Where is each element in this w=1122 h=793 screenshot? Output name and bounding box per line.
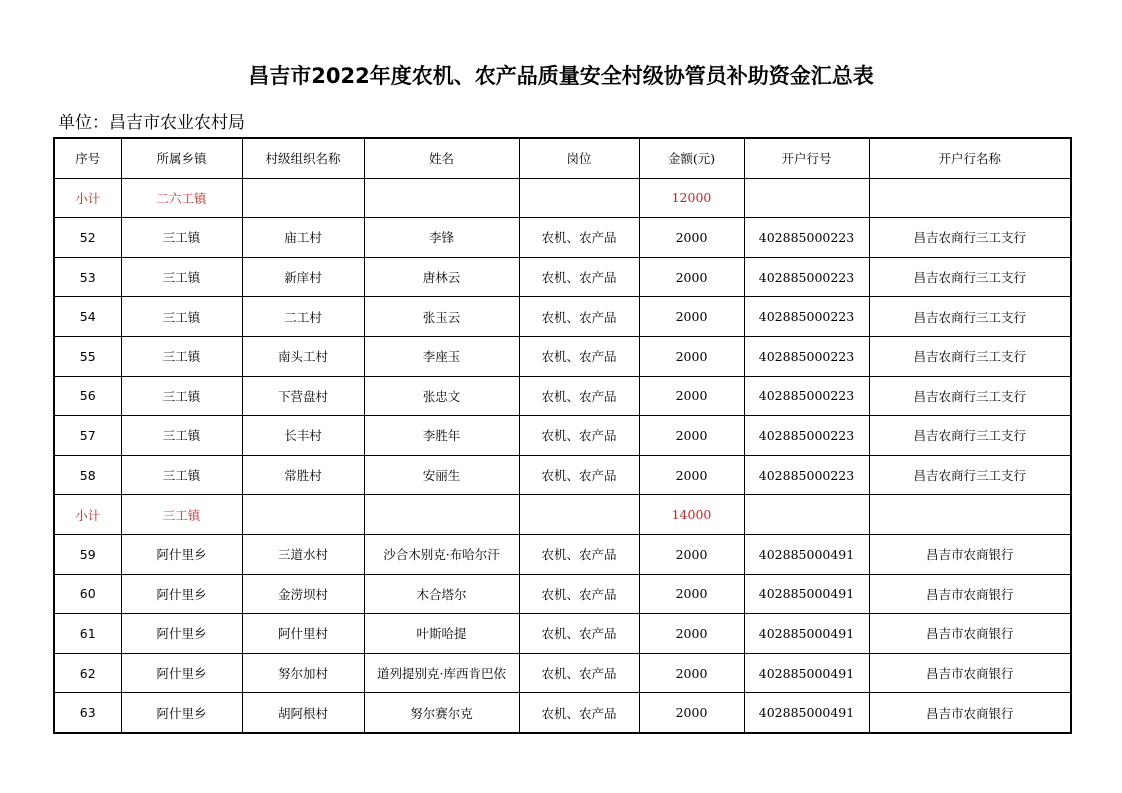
cell-seq: 56 xyxy=(54,376,121,416)
cell-bank-code: 402885000223 xyxy=(744,297,869,337)
cell-bank-code: 402885000223 xyxy=(744,218,869,258)
cell-name: 道列提别克·库西肯巴依 xyxy=(364,653,519,693)
cell-name: 张忠文 xyxy=(364,376,519,416)
cell-name: 李胜年 xyxy=(364,416,519,456)
cell-bank-name: 昌吉农商行三工支行 xyxy=(869,336,1071,376)
cell-amount: 2000 xyxy=(639,534,744,574)
cell-position: 农机、农产品 xyxy=(519,693,639,733)
cell-position: 农机、农产品 xyxy=(519,336,639,376)
cell-township: 阿什里乡 xyxy=(121,693,242,733)
cell-seq: 小计 xyxy=(54,495,121,535)
cell-bank-code: 402885000223 xyxy=(744,455,869,495)
cell-amount: 2000 xyxy=(639,336,744,376)
cell-village xyxy=(242,178,364,218)
cell-village: 庙工村 xyxy=(242,218,364,258)
cell-amount: 12000 xyxy=(639,178,744,218)
table-row xyxy=(54,336,1071,376)
cell-village: 金涝坝村 xyxy=(242,574,364,614)
subtotal-row xyxy=(54,495,1071,535)
cell-bank-code xyxy=(744,495,869,535)
cell-seq: 58 xyxy=(54,455,121,495)
cell-bank-code: 402885000223 xyxy=(744,257,869,297)
cell-name: 沙合木别克·布哈尔汗 xyxy=(364,534,519,574)
cell-amount: 2000 xyxy=(639,614,744,654)
cell-position: 农机、农产品 xyxy=(519,376,639,416)
cell-seq: 53 xyxy=(54,257,121,297)
subtotal-row xyxy=(54,178,1071,218)
cell-seq: 55 xyxy=(54,336,121,376)
cell-village: 胡阿根村 xyxy=(242,693,364,733)
cell-amount: 14000 xyxy=(639,495,744,535)
cell-bank-name: 昌吉农商行三工支行 xyxy=(869,218,1071,258)
cell-village: 三道水村 xyxy=(242,534,364,574)
header-bank-name: 开户行名称 xyxy=(869,138,1071,178)
cell-name: 李锋 xyxy=(364,218,519,258)
cell-bank-name xyxy=(869,178,1071,218)
cell-township: 三工镇 xyxy=(121,495,242,535)
cell-bank-name: 昌吉市农商银行 xyxy=(869,534,1071,574)
table-row xyxy=(54,257,1071,297)
cell-township: 阿什里乡 xyxy=(121,574,242,614)
table-row xyxy=(54,455,1071,495)
cell-village: 常胜村 xyxy=(242,455,364,495)
subsidy-table xyxy=(53,137,1072,734)
cell-seq: 63 xyxy=(54,693,121,733)
cell-village: 下营盘村 xyxy=(242,376,364,416)
cell-bank-name: 昌吉市农商银行 xyxy=(869,693,1071,733)
cell-bank-code: 402885000491 xyxy=(744,693,869,733)
cell-amount: 2000 xyxy=(639,297,744,337)
table-header-row xyxy=(54,138,1071,178)
cell-position: 农机、农产品 xyxy=(519,297,639,337)
cell-township: 三工镇 xyxy=(121,218,242,258)
cell-township: 三工镇 xyxy=(121,257,242,297)
cell-name: 安丽生 xyxy=(364,455,519,495)
unit-label: 单位：昌吉市农业农村局 xyxy=(58,113,245,133)
cell-bank-name: 昌吉农商行三工支行 xyxy=(869,416,1071,456)
cell-bank-code: 402885000223 xyxy=(744,416,869,456)
cell-seq: 54 xyxy=(54,297,121,337)
cell-seq: 60 xyxy=(54,574,121,614)
cell-position: 农机、农产品 xyxy=(519,455,639,495)
cell-amount: 2000 xyxy=(639,218,744,258)
cell-bank-code: 402885000223 xyxy=(744,376,869,416)
cell-village: 努尔加村 xyxy=(242,653,364,693)
cell-village xyxy=(242,495,364,535)
cell-bank-name: 昌吉农商行三工支行 xyxy=(869,297,1071,337)
cell-seq: 52 xyxy=(54,218,121,258)
cell-seq: 62 xyxy=(54,653,121,693)
table-body xyxy=(54,178,1071,733)
cell-bank-name xyxy=(869,495,1071,535)
cell-name: 张玉云 xyxy=(364,297,519,337)
cell-amount: 2000 xyxy=(639,455,744,495)
cell-bank-code: 402885000491 xyxy=(744,653,869,693)
cell-village: 阿什里村 xyxy=(242,614,364,654)
header-position: 岗位 xyxy=(519,138,639,178)
cell-position xyxy=(519,178,639,218)
cell-position: 农机、农产品 xyxy=(519,257,639,297)
cell-seq: 61 xyxy=(54,614,121,654)
table-row xyxy=(54,297,1071,337)
cell-village: 二工村 xyxy=(242,297,364,337)
cell-seq: 57 xyxy=(54,416,121,456)
header-seq: 序号 xyxy=(54,138,121,178)
cell-amount: 2000 xyxy=(639,376,744,416)
table-row xyxy=(54,614,1071,654)
cell-name: 叶斯哈提 xyxy=(364,614,519,654)
cell-township: 三工镇 xyxy=(121,376,242,416)
cell-name: 唐林云 xyxy=(364,257,519,297)
cell-position: 农机、农产品 xyxy=(519,574,639,614)
cell-bank-name: 昌吉市农商银行 xyxy=(869,653,1071,693)
cell-village: 新庠村 xyxy=(242,257,364,297)
cell-seq: 59 xyxy=(54,534,121,574)
cell-township: 阿什里乡 xyxy=(121,653,242,693)
cell-bank-code: 402885000491 xyxy=(744,574,869,614)
table-row xyxy=(54,218,1071,258)
table-row xyxy=(54,416,1071,456)
table-row xyxy=(54,693,1071,733)
cell-township: 三工镇 xyxy=(121,455,242,495)
cell-position: 农机、农产品 xyxy=(519,614,639,654)
cell-bank-name: 昌吉市农商银行 xyxy=(869,574,1071,614)
cell-position: 农机、农产品 xyxy=(519,534,639,574)
cell-amount: 2000 xyxy=(639,653,744,693)
table-row xyxy=(54,574,1071,614)
cell-position: 农机、农产品 xyxy=(519,218,639,258)
cell-seq: 小计 xyxy=(54,178,121,218)
cell-township: 阿什里乡 xyxy=(121,534,242,574)
cell-name: 努尔赛尔克 xyxy=(364,693,519,733)
cell-bank-code: 402885000491 xyxy=(744,614,869,654)
cell-bank-code: 402885000223 xyxy=(744,336,869,376)
cell-amount: 2000 xyxy=(639,574,744,614)
header-bank-code: 开户行号 xyxy=(744,138,869,178)
cell-amount: 2000 xyxy=(639,257,744,297)
cell-position: 农机、农产品 xyxy=(519,653,639,693)
cell-township: 阿什里乡 xyxy=(121,614,242,654)
table-row xyxy=(54,534,1071,574)
cell-name xyxy=(364,178,519,218)
cell-position xyxy=(519,495,639,535)
cell-bank-name: 昌吉农商行三工支行 xyxy=(869,376,1071,416)
cell-name: 李座玉 xyxy=(364,336,519,376)
cell-township: 三工镇 xyxy=(121,336,242,376)
cell-bank-code xyxy=(744,178,869,218)
document-title: 昌吉市2022年度农机、农产品质量安全村级协管员补助资金汇总表 xyxy=(248,64,874,88)
cell-amount: 2000 xyxy=(639,416,744,456)
cell-township: 三工镇 xyxy=(121,297,242,337)
cell-village: 长丰村 xyxy=(242,416,364,456)
header-township: 所属乡镇 xyxy=(121,138,242,178)
cell-amount: 2000 xyxy=(639,693,744,733)
cell-township: 二六工镇 xyxy=(121,178,242,218)
cell-position: 农机、农产品 xyxy=(519,416,639,456)
header-name: 姓名 xyxy=(364,138,519,178)
table-row xyxy=(54,653,1071,693)
header-amount: 金额(元) xyxy=(639,138,744,178)
cell-name: 木合塔尔 xyxy=(364,574,519,614)
cell-name xyxy=(364,495,519,535)
header-village: 村级组织名称 xyxy=(242,138,364,178)
cell-bank-code: 402885000491 xyxy=(744,534,869,574)
cell-bank-name: 昌吉农商行三工支行 xyxy=(869,455,1071,495)
cell-village: 南头工村 xyxy=(242,336,364,376)
cell-bank-name: 昌吉农商行三工支行 xyxy=(869,257,1071,297)
table-row xyxy=(54,376,1071,416)
cell-bank-name: 昌吉市农商银行 xyxy=(869,614,1071,654)
cell-township: 三工镇 xyxy=(121,416,242,456)
